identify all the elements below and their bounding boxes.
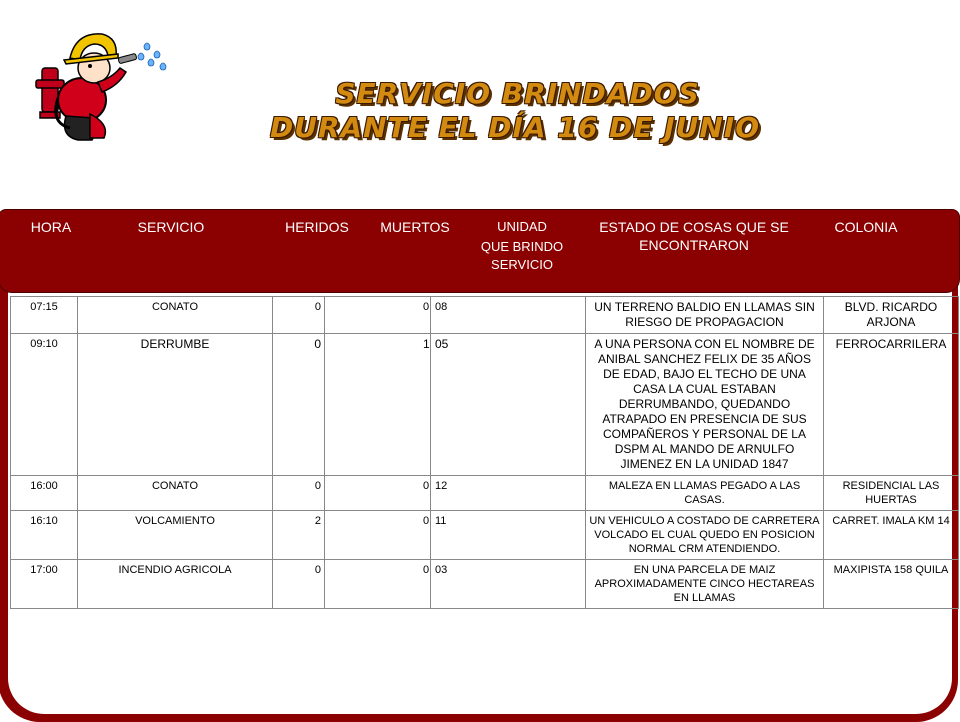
- cell-servicio: CONATO: [78, 476, 273, 511]
- cell-colonia: MAXIPISTA 158 QUILA: [824, 560, 959, 609]
- services-table: [10, 296, 959, 609]
- cell-muertos: 1: [325, 334, 431, 476]
- cell-estado: UN VEHICULO A COSTADO DE CARRETERA VOLCADO EL CUAL QUEDO EN POSICION NORMAL CRM ATENDIENDO.: [586, 511, 824, 560]
- cell-hora: 17:00: [11, 560, 78, 609]
- cell-heridos: 0: [273, 560, 325, 609]
- title-line-2: DURANTE EL DÍA 16 DE JUNIO: [269, 111, 761, 144]
- column-header-unidad-line1: UNIDAD: [497, 219, 547, 234]
- cell-hora: 09:10: [11, 334, 78, 476]
- column-header-hora: HORA: [30, 219, 72, 235]
- cell-colonia: CARRET. IMALA KM 14: [824, 511, 959, 560]
- table-row: [11, 334, 959, 476]
- table-header: [0, 209, 960, 293]
- page-title: [0, 77, 960, 144]
- cell-servicio: CONATO: [78, 297, 273, 334]
- table-row: [11, 560, 959, 609]
- column-header-estado: ESTADO DE COSAS QUE SE ENCONTRARON: [599, 219, 789, 253]
- cell-hora: 16:10: [11, 511, 78, 560]
- cell-heridos: 0: [273, 476, 325, 511]
- cell-heridos: 0: [273, 297, 325, 334]
- cell-estado: UN TERRENO BALDIO EN LLAMAS SIN RIESGO DE PROPAGACION: [586, 297, 824, 334]
- cell-hora: 07:15: [11, 297, 78, 334]
- table-row: [11, 511, 959, 560]
- cell-colonia: RESIDENCIAL LAS HUERTAS: [824, 476, 959, 511]
- cell-unidad: 12: [431, 476, 586, 511]
- column-header-heridos: HERIDOS: [285, 219, 349, 235]
- cell-colonia: FERROCARRILERA: [824, 334, 959, 476]
- cell-colonia: BLVD. RICARDO ARJONA: [824, 297, 959, 334]
- cell-muertos: 0: [325, 511, 431, 560]
- cell-heridos: 2: [273, 511, 325, 560]
- cell-unidad: 03: [431, 560, 586, 609]
- cell-unidad: 05: [431, 334, 586, 476]
- cell-unidad: 08: [431, 297, 586, 334]
- cell-estado: A UNA PERSONA CON EL NOMBRE DE ANIBAL SANCHEZ FELIX DE 35 AÑOS DE EDAD, BAJO EL TECHO DE UNA CASA LA CUAL ESTABAN DERRUMBANDO, QUEDANDO ATRAPADO EN PRESENCIA DE SUS COMPAÑEROS Y PERSONAL DE LA DSPM AL MANDO DE ARNULFO JIMENEZ EN LA UNIDAD 1847: [586, 334, 824, 476]
- table-row: [11, 476, 959, 511]
- cell-muertos: 0: [325, 560, 431, 609]
- cell-heridos: 0: [273, 334, 325, 476]
- column-header-unidad-line2: QUE BRINDO SERVICIO: [480, 239, 564, 272]
- cell-servicio: VOLCAMIENTO: [78, 511, 273, 560]
- cell-servicio: DERRUMBE: [78, 334, 273, 476]
- column-header-unidad: [477, 218, 567, 274]
- column-header-servicio: SERVICIO: [137, 219, 205, 235]
- title-line-1: SERVICIO BRINDADOS: [335, 77, 700, 110]
- table-row: [11, 297, 959, 334]
- cell-muertos: 0: [325, 476, 431, 511]
- cell-hora: 16:00: [11, 476, 78, 511]
- cell-servicio: INCENDIO AGRICOLA: [78, 560, 273, 609]
- cell-muertos: 0: [325, 297, 431, 334]
- cell-unidad: 11: [431, 511, 586, 560]
- cell-estado: EN UNA PARCELA DE MAIZ APROXIMADAMENTE CINCO HECTAREAS EN LLAMAS: [586, 560, 824, 609]
- cell-estado: MALEZA EN LLAMAS PEGADO A LAS CASAS.: [586, 476, 824, 511]
- column-header-colonia: COLONIA: [834, 219, 898, 235]
- column-header-muertos: MUERTOS: [380, 219, 450, 235]
